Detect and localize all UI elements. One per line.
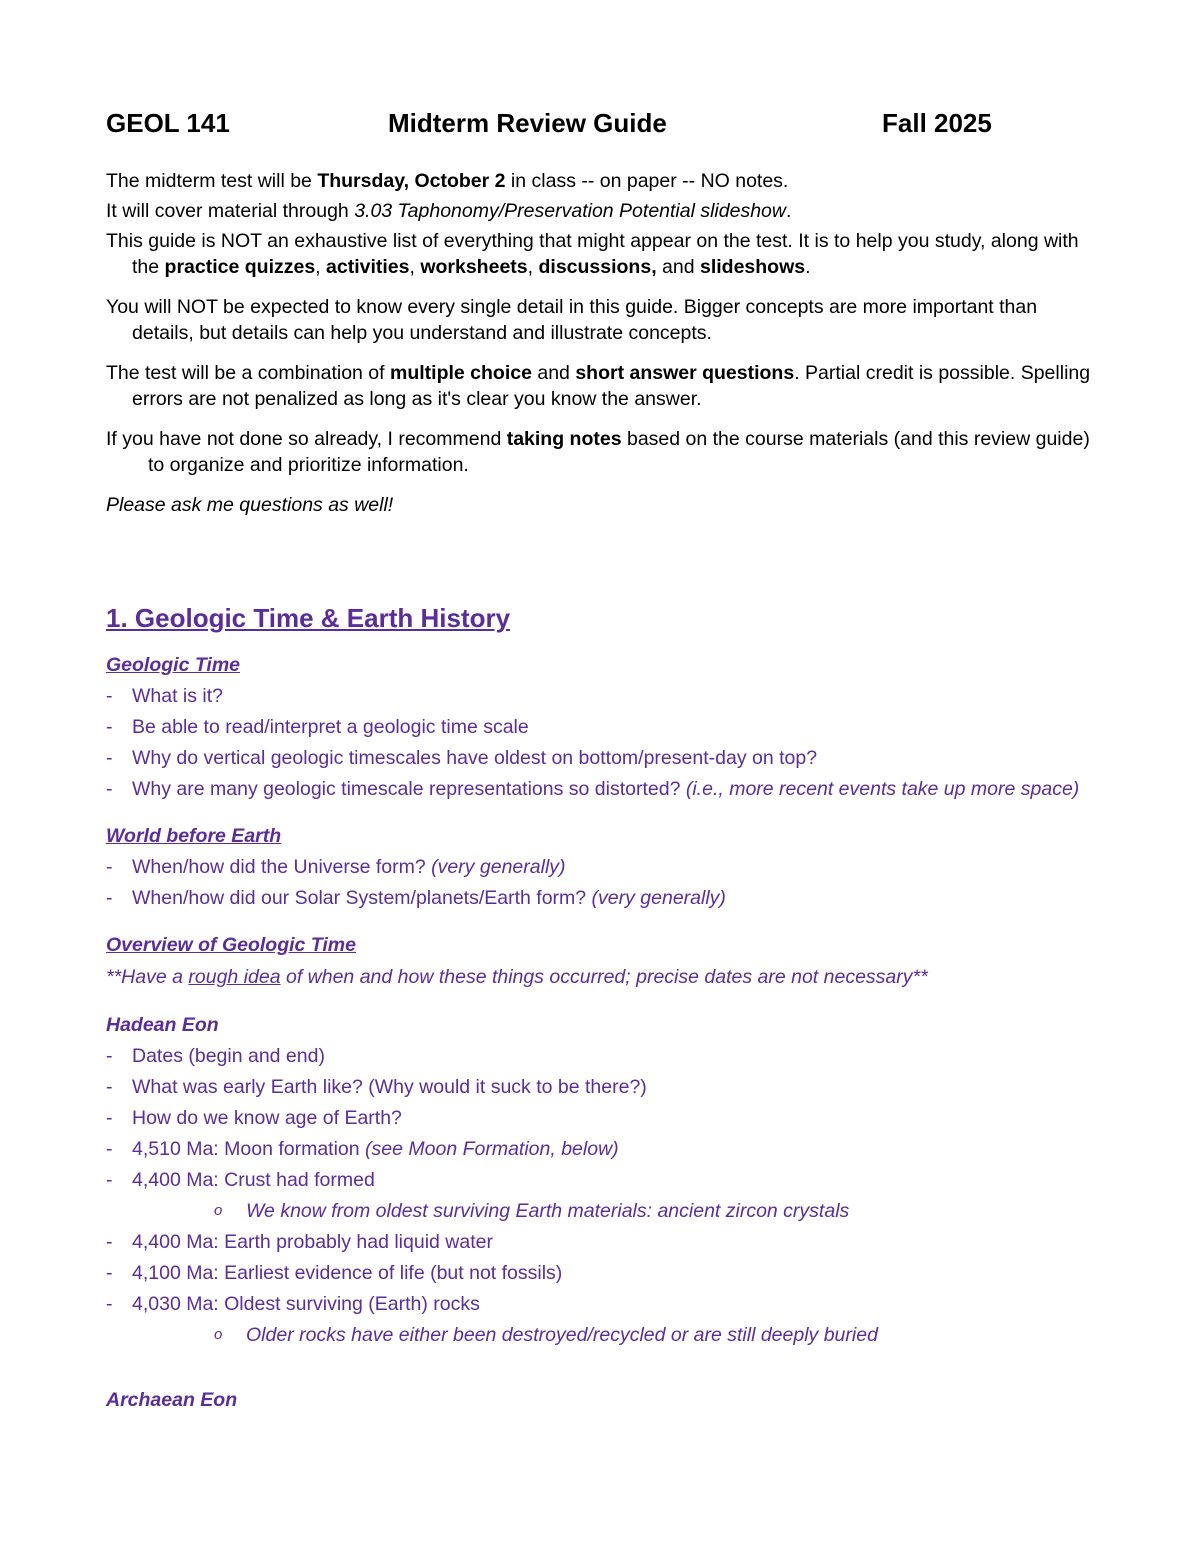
list-item: - 4,400 Ma: Earth probably had liquid water [106, 1230, 1096, 1254]
section-title: 1. Geologic Time & Earth History [106, 603, 511, 633]
list-item: - Why are many geologic timescale representations so distorted? (i.e., more recent events take up more space) [106, 777, 1096, 801]
document-title: Midterm Review Guide [388, 108, 667, 138]
document-header [106, 108, 1006, 142]
subheading-archaean: Archaean Eon [106, 1389, 238, 1411]
list-item: - 4,100 Ma: Earliest evidence of life (but not fossils) [106, 1261, 1096, 1285]
subheading-overview: Overview of Geologic Time [106, 934, 356, 956]
list-item: - Dates (begin and end) [106, 1044, 1096, 1068]
subheading-geologic-time: Geologic Time [106, 654, 241, 676]
intro-test-date: The midterm test will be Thursday, October 2 in class -- on paper -- NO notes. [106, 170, 789, 192]
list-item: - What was early Earth like? (Why would it suck to be there?) [106, 1075, 1096, 1099]
hadean-list [106, 1044, 1096, 1347]
intro-format-note: The test will be a combination of multiple choice and short answer questions. Partial credit is possible. Spelling errors are not penalized as long as it's clear you know the answer. [106, 362, 1091, 410]
list-item: - 4,030 Ma: Oldest surviving (Earth) rocks [106, 1292, 1096, 1316]
list-item: - How do we know age of Earth? [106, 1106, 1096, 1130]
overview-note: **Have a rough idea of when and how these things occurred; precise dates are not necessary** [106, 966, 928, 988]
world-before-earth-list [106, 855, 1096, 910]
intro-coverage: It will cover material through 3.03 Taphonomy/Preservation Potential slideshow. [106, 200, 792, 222]
list-item: - When/how did the Universe form? (very generally) [106, 855, 1096, 879]
list-item: - Be able to read/interpret a geologic time scale [106, 715, 1096, 739]
intro-questions-note: Please ask me questions as well! [106, 494, 394, 516]
sub-list-item: o Older rocks have either been destroyed/recycled or are still deeply buried [106, 1323, 1096, 1347]
course-code: GEOL 141 [106, 108, 230, 138]
list-item: - 4,510 Ma: Moon formation (see Moon Formation, below) [106, 1137, 1096, 1161]
intro-notes-advice: If you have not done so already, I recommend taking notes based on the course materials (and this review guide) to organize and prioritize information. [106, 428, 1090, 476]
list-item: - 4,400 Ma: Crust had formed [106, 1168, 1096, 1192]
intro-details-note: You will NOT be expected to know every single detail in this guide. Bigger concepts are more important than details, but details can help you understand and illustrate concepts. [106, 296, 1038, 344]
intro-guide-note: This guide is NOT an exhaustive list of everything that might appear on the test. It is to help you study, along with the practice quizzes, activities, worksheets, discussions, and slideshows. [106, 230, 1079, 278]
subheading-hadean: Hadean Eon [106, 1014, 219, 1036]
list-item: - What is it? [106, 684, 1096, 708]
list-item: - Why do vertical geologic timescales have oldest on bottom/present-day on top? [106, 746, 1096, 770]
list-item: - When/how did our Solar System/planets/Earth form? (very generally) [106, 886, 1096, 910]
sub-list-item: o We know from oldest surviving Earth materials: ancient zircon crystals [106, 1199, 1096, 1223]
section-geologic-time [106, 598, 1096, 1419]
subheading-world-before-earth: World before Earth [106, 825, 282, 847]
term-label: Fall 2025 [882, 108, 992, 138]
geologic-time-list [106, 684, 1096, 801]
intro-block [106, 168, 1096, 518]
